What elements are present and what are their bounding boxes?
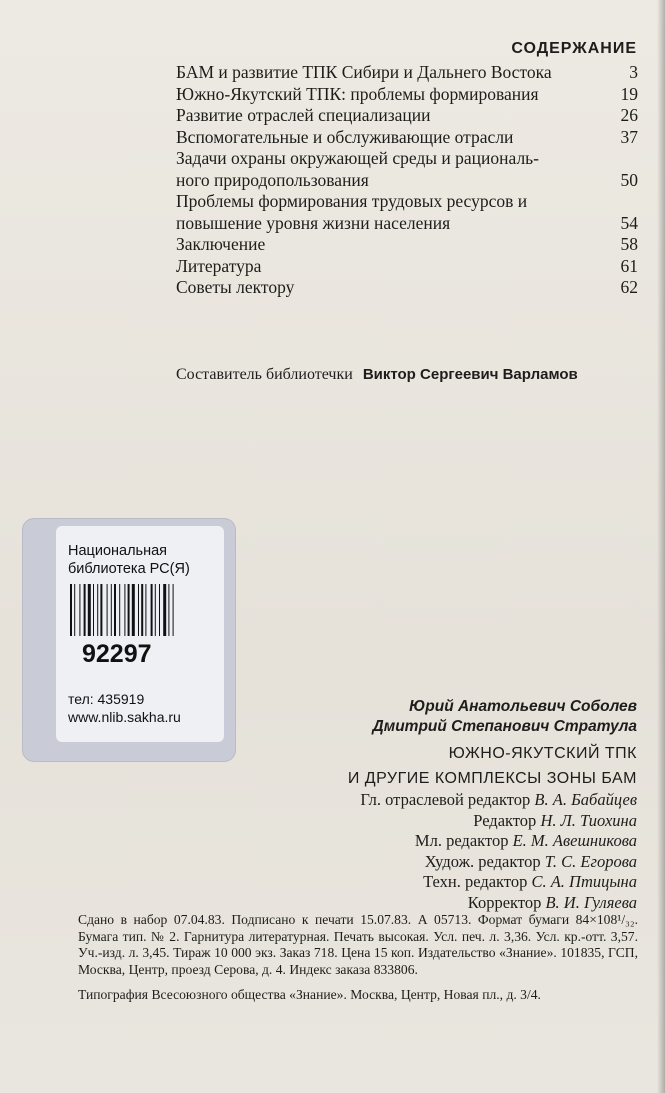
- compiler-label: Составитель библиотечки: [176, 366, 353, 383]
- book-title: [348, 741, 637, 791]
- editor-row: [360, 831, 637, 852]
- toc-entry-page: 61: [620, 255, 638, 276]
- toc-entry-title: Вспомогательные и обслуживающие отрасли: [176, 126, 514, 147]
- barcode-bar: [151, 584, 153, 636]
- editor-role: Техн. редактор: [423, 872, 528, 891]
- page-edge-shadow: [657, 0, 665, 1093]
- book-title-line: И ДРУГИЕ КОМПЛЕКСЫ ЗОНЫ БАМ: [347, 770, 637, 787]
- library-name-line: Национальная: [68, 543, 168, 559]
- toc-entry: [176, 256, 638, 278]
- barcode-bar: [84, 584, 86, 636]
- toc-entry: [176, 148, 638, 170]
- author-name: Дмитрий Степанович Стратула: [372, 718, 637, 735]
- toc-entry-title: Развитие отраслей специализации: [176, 105, 431, 125]
- toc-entry-page: 54: [620, 212, 638, 233]
- barcode-bar: [128, 584, 130, 636]
- authors: [373, 697, 637, 737]
- barcode-bar: [111, 584, 112, 636]
- book-title-line: ЮЖНО-ЯКУТСКИЙ ТПК: [448, 745, 637, 762]
- toc-entry-title: БАМ и развитие ТПК Сибири и Дальнего Востока: [176, 62, 552, 82]
- toc-entry-title: ного природопользования: [176, 169, 369, 190]
- library-website: www.nlib.sakha.ru: [68, 709, 181, 725]
- printer-line: Типография Всесоюзного общества «Знание». Москва, Центр, Новая пл., д. 3/4.: [78, 987, 541, 1002]
- editors-list: [360, 790, 637, 913]
- toc-entry: [176, 234, 638, 256]
- toc-entry-page: 26: [620, 105, 638, 125]
- barcode-bar: [159, 584, 160, 636]
- editor-role: Редактор: [473, 810, 537, 830]
- toc-entry-page: 58: [620, 234, 638, 254]
- toc-entry: [176, 170, 638, 192]
- editor-row: [360, 893, 637, 914]
- barcode-bar: [70, 584, 72, 636]
- editor-name: Т. С. Егорова: [544, 851, 637, 871]
- library-sticker: [22, 518, 236, 762]
- toc-entry: [176, 213, 638, 235]
- editor-name: Е. М. Авешникова: [512, 831, 637, 850]
- sticker-label: [56, 526, 224, 742]
- editor-role: Мл. редактор: [414, 831, 509, 850]
- imprint-text: Сдано в набор 07.04.83. Подписано к печати 15.07.83. А 05713. Формат бумаги 84×108¹/₃₂. Бумага тип. № 2. Гарнитура литературная. Печать высокая. Усл. печ. л. 3,36. Усл. кр.-отт. 3,57. Уч.-изд. л. 3,45. Тираж 10 000 экз. Заказ 718. Цена 15 коп. Издательство «Знание». 101835, ГСП, Москва, Центр, проезд Серова, д. 4. Индекс заказа 833806.: [78, 912, 638, 977]
- compiler-line: [176, 366, 578, 384]
- toc-entry-title: Литература: [176, 255, 262, 276]
- toc-entry-title: Заключение: [176, 234, 266, 254]
- barcode-bar: [88, 584, 91, 636]
- toc-entry: [176, 127, 638, 149]
- library-contacts: [68, 690, 181, 726]
- toc-entry-page: 3: [629, 62, 638, 82]
- toc-heading: СОДЕРЖАНИЕ: [511, 40, 637, 57]
- editor-row: [360, 872, 637, 893]
- toc-entry-title: Советы лектору: [176, 277, 295, 297]
- barcode-bar: [145, 584, 146, 636]
- toc-entry-title: Южно-Якутский ТПК: проблемы формирования: [176, 83, 539, 104]
- library-phone: тел: 435919: [68, 691, 145, 707]
- toc-entry: [176, 84, 638, 106]
- toc-entry: [176, 191, 638, 213]
- editor-name: С. А. Птицына: [531, 872, 637, 891]
- toc-entry: [176, 277, 638, 299]
- editor-role: Гл. отраслевой редактор: [360, 790, 531, 809]
- editor-role: Корректор: [467, 892, 542, 912]
- barcode-bar: [119, 584, 120, 636]
- barcode-bar: [173, 584, 174, 636]
- barcode-bar: [163, 584, 166, 636]
- toc-entry-page: 37: [620, 126, 638, 147]
- toc-entry-title: Проблемы формирования трудовых ресурсов и: [176, 191, 528, 211]
- editor-role: Худож. редактор: [424, 851, 541, 871]
- barcode-bar: [100, 584, 102, 636]
- table-of-contents: [176, 62, 638, 299]
- library-name: [68, 542, 190, 578]
- editor-row: [360, 811, 637, 832]
- barcode-bar: [155, 584, 156, 636]
- barcode-bar: [93, 584, 94, 636]
- barcode-icon: [68, 584, 214, 636]
- editor-row: [360, 852, 637, 873]
- barcode-bar: [132, 584, 135, 636]
- barcode-bar: [124, 584, 125, 636]
- barcode-bar: [138, 584, 139, 636]
- barcode-bar: [114, 584, 116, 636]
- barcode-bar: [168, 584, 169, 636]
- barcode-bar: [107, 584, 108, 636]
- editor-name: В. И. Гуляева: [545, 892, 637, 912]
- barcode-bar: [97, 584, 98, 636]
- toc-entry-page: 19: [620, 83, 638, 104]
- toc-entry-page: 62: [620, 277, 638, 297]
- compiler-name: Виктор Сергеевич Варламов: [362, 366, 578, 383]
- toc-entry-title: Задачи охраны окружающей среды и рациональ-: [176, 148, 539, 168]
- barcode-bar: [141, 584, 143, 636]
- barcode-bar: [74, 584, 75, 636]
- editor-name: Н. Л. Тиохина: [540, 810, 637, 830]
- toc-entry: [176, 62, 638, 84]
- library-name-line: библиотека РС(Я): [68, 561, 190, 577]
- barcode-number: 92297: [82, 640, 152, 668]
- barcode-bar: [79, 584, 80, 636]
- toc-entry-page: 50: [620, 169, 638, 190]
- editor-name: В. А. Бабайцев: [534, 790, 637, 809]
- toc-entry: [176, 105, 638, 127]
- editor-row: [360, 790, 637, 811]
- toc-entry-title: повышение уровня жизни населения: [176, 212, 451, 233]
- author-name: Юрий Анатольевич Соболев: [409, 698, 637, 715]
